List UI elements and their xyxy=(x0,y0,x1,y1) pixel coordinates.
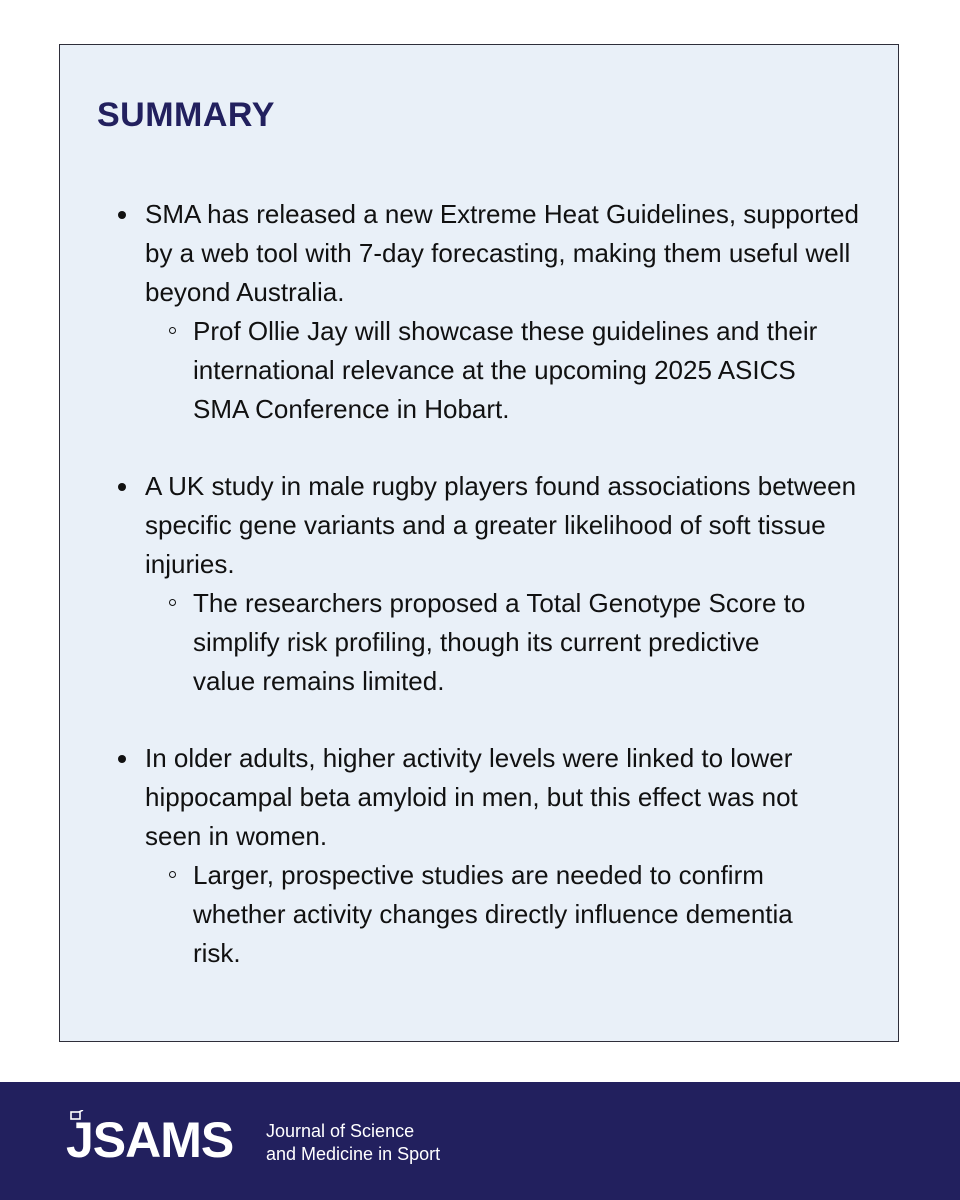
journal-name-line: and Medicine in Sport xyxy=(266,1144,441,1164)
summary-sub-item xyxy=(145,312,860,429)
summary-title: SUMMARY xyxy=(97,96,275,134)
summary-list xyxy=(60,195,900,1011)
summary-sub-item xyxy=(145,856,860,973)
summary-sub-item-text: The researchers proposed a Total Genotype Score to simplify risk profiling, though its current predictive value remains limited. xyxy=(193,588,806,696)
footer-bar xyxy=(0,1082,960,1200)
logo-wordmark: JSAMS xyxy=(66,1112,234,1168)
journal-name xyxy=(266,1120,440,1166)
summary-item xyxy=(60,739,900,973)
logo-mark-icon xyxy=(70,1110,84,1120)
summary-item xyxy=(60,195,900,429)
summary-sub-item-text: Larger, prospective studies are needed to confirm whether activity changes directly influence dementia risk. xyxy=(193,860,793,968)
jsams-logo xyxy=(66,1114,233,1166)
journal-name-line: Journal of Science xyxy=(266,1121,415,1141)
hollow-bullet-icon xyxy=(169,871,176,878)
summary-item-text: SMA has released a new Extreme Heat Guidelines, supported by a web tool with 7-day forecasting, making them useful well beyond Australia. xyxy=(145,199,859,307)
summary-item xyxy=(60,467,900,701)
hollow-bullet-icon xyxy=(169,599,176,606)
summary-item-text: A UK study in male rugby players found associations between specific gene variants and a greater likelihood of soft tissue injuries. xyxy=(145,471,857,579)
bullet-dot-icon xyxy=(118,211,126,219)
summary-sub-item-text: Prof Ollie Jay will showcase these guidelines and their international relevance at the upcoming 2025 ASICS SMA Conference in Hobart. xyxy=(193,316,818,424)
summary-sub-item xyxy=(145,584,860,701)
summary-card xyxy=(59,44,899,1042)
bullet-dot-icon xyxy=(118,755,126,763)
bullet-dot-icon xyxy=(118,483,126,491)
hollow-bullet-icon xyxy=(169,327,176,334)
summary-item-text: In older adults, higher activity levels were linked to lower hippocampal beta amyloid in men, but this effect was not seen in women. xyxy=(145,743,798,851)
